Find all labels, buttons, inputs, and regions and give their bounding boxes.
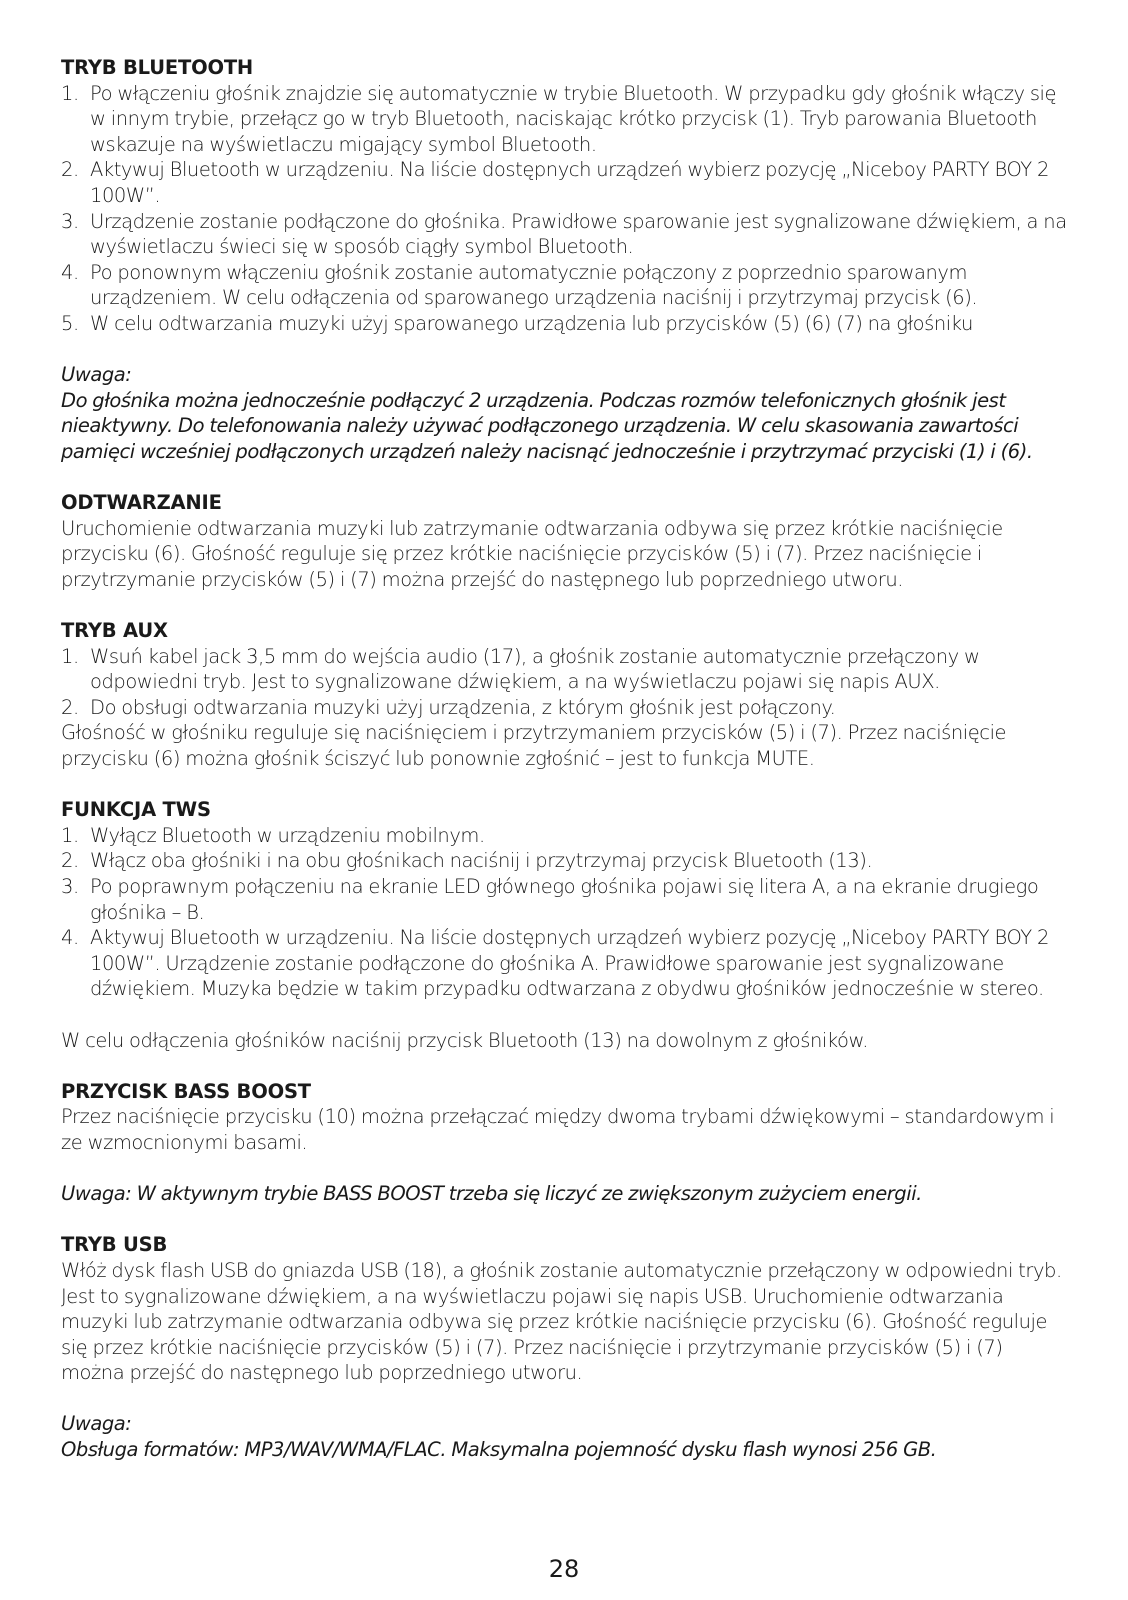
list-item: 2. Do obsługi odtwarzania muzyki użyj urządzenia, z którym głośnik jest połączony. — [61, 695, 836, 719]
note-text: Obsługa formatów: MP3/WAV/WMA/FLAC. Maksymalna pojemność dysku flash wynosi 256 GB. — [61, 1438, 937, 1462]
aux-volume-text: Głośność w głośniku reguluje się naciśnięciem i przytrzymaniem przycisków (5) i (7). Przez naciśnięcie przycisku (6) można głośnik ściszyć lub ponownie zgłośnić – jest to funkcja MUTE. — [61, 721, 1007, 771]
list-item: 4. Po ponownym włączeniu głośnik zostanie automatycznie połączony z poprzednio sparowanym urządzeniem. W celu odłączenia od sparowanego urządzenia naciśnij i przytrzymaj przycisk (6). — [61, 260, 978, 310]
bluetooth-steps — [61, 81, 1069, 337]
note-formats — [61, 1411, 1069, 1462]
aux-steps — [61, 644, 1069, 721]
bass-boost-text: Przez naciśnięcie przycisku (10) można przełączać między dwoma trybami dźwiękowymi – standardowym i ze wzmocnionymi basami. — [61, 1105, 1055, 1154]
section-aux — [61, 618, 1069, 772]
list-item: 3. Po poprawnym połączeniu na ekranie LED głównego głośnika pojawi się litera A, a na ekranie drugiego głośnika – B. — [61, 875, 1039, 924]
section-usb — [61, 1232, 1069, 1386]
note-pairing — [61, 362, 1069, 464]
section-bass-boost — [61, 1079, 1069, 1207]
heading-bass-boost: PRZYCISK BASS BOOST — [61, 1079, 311, 1103]
list-item: 2. Włącz oba głośniki i na obu głośnikach naciśnij i przytrzymaj przycisk Bluetooth (13). — [61, 849, 873, 873]
playback-text: Uruchomienie odtwarzania muzyki lub zatrzymanie odtwarzania odbywa się przez krótkie naciśnięcie przycisku (6). Głośność reguluje się przez krótkie naciśnięcie przycisków (5) i (7). Przez naciśnięcie i przytrzymanie przycisków (5) i (7) można przejść do następnego lub poprzedniego utworu. — [61, 516, 1003, 591]
list-item: 1. Po włączeniu głośnik znajdzie się automatycznie w trybie Bluetooth. W przypadku gdy głośnik włączy się w innym trybie, przełącz go w tryb Bluetooth, naciskając krótko przycisk (1). Tryb parowania Bluetooth wskazuje na wyświetlaczu migający symbol Bluetooth. — [61, 81, 1057, 156]
note-label: Uwaga: — [61, 1412, 132, 1436]
list-item: 1. Wsuń kabel jack 3,5 mm do wejścia audio (17), a głośnik zostanie automatycznie przełączony w odpowiedni tryb. Jest to sygnalizowane dźwiękiem, a na wyświetlaczu pojawi się napis AUX. — [61, 644, 980, 694]
tws-disconnect-text: W celu odłączenia głośników naciśnij przycisk Bluetooth (13) na dowolnym z głośników. — [61, 1028, 868, 1052]
bass-boost-note: Uwaga: W aktywnym trybie BASS BOOST trzeba się liczyć ze zwiększonym zużyciem energii. — [61, 1182, 922, 1206]
heading-bluetooth: TRYB BLUETOOTH — [61, 56, 254, 79]
usb-text: Włóż dysk flash USB do gniazda USB (18), a głośnik zostanie automatycznie przełączony w odpowiedni tryb. Jest to sygnalizowane dźwiękiem, a na wyświetlaczu pojawi się napis USB. Uruchomienie odtwarzania muzyki lub zatrzymanie odtwarzania odbywa się przez krótkie naciśnięcie przycisku (6). Głośność reguluje się przez krótkie naciśnięcie przycisków (5) i (7). Przez naciśnięcie i przytrzymanie przycisków (5) i (7) można przejść do następnego lub poprzedniego utworu. — [61, 1258, 1062, 1385]
section-tws — [61, 797, 1069, 1053]
section-playback — [61, 490, 1069, 592]
section-bluetooth — [61, 55, 1069, 337]
heading-aux: TRYB AUX — [61, 619, 168, 643]
note-text: Do głośnika można jednocześnie podłączyć 2 urządzenia. Podczas rozmów telefonicznych głośnik jest nieaktywny. Do telefonowania należy używać podłączonego urządzenia. W celu skasowania zawartości pamięci wcześniej podłączonych urządzeń należy nacisnąć jednocześnie i przytrzymać przyciski (1) i (6). — [61, 388, 1033, 463]
note-label: Uwaga: — [61, 363, 132, 387]
list-item: 4. Aktywuj Bluetooth w urządzeniu. Na liście dostępnych urządzeń wybierz pozycję „Niceboy PARTY BOY 2 100W”. Urządzenie zostanie podłączone do głośnika A. Prawidłowe sparowanie jest sygnalizowane dźwiękiem. Muzyka będzie w takim przypadku odtwarzana z obydwu głośników jednocześnie w stereo. — [61, 926, 1049, 1001]
heading-usb: TRYB USB — [61, 1233, 168, 1257]
tws-steps — [61, 823, 1069, 1002]
list-item: 3. Urządzenie zostanie podłączone do głośnika. Prawidłowe sparowanie jest sygnalizowane dźwiękiem, a na wyświetlaczu świeci się w sposób ciągły symbol Bluetooth. — [61, 209, 1067, 259]
heading-playback: ODTWARZANIE — [61, 491, 222, 515]
manual-page — [61, 55, 1069, 1488]
list-item: 2. Aktywuj Bluetooth w urządzeniu. Na liście dostępnych urządzeń wybierz pozycję „Niceboy PARTY BOY 2 100W”. — [61, 158, 1049, 207]
list-item: 1. Wyłącz Bluetooth w urządzeniu mobilnym. — [61, 823, 485, 847]
list-item: 5. W celu odtwarzania muzyki użyj sparowanego urządzenia lub przycisków (5) (6) (7) na głośniku — [61, 311, 973, 335]
page-number: 28 — [548, 1555, 580, 1583]
heading-tws: FUNKCJA TWS — [61, 798, 211, 822]
